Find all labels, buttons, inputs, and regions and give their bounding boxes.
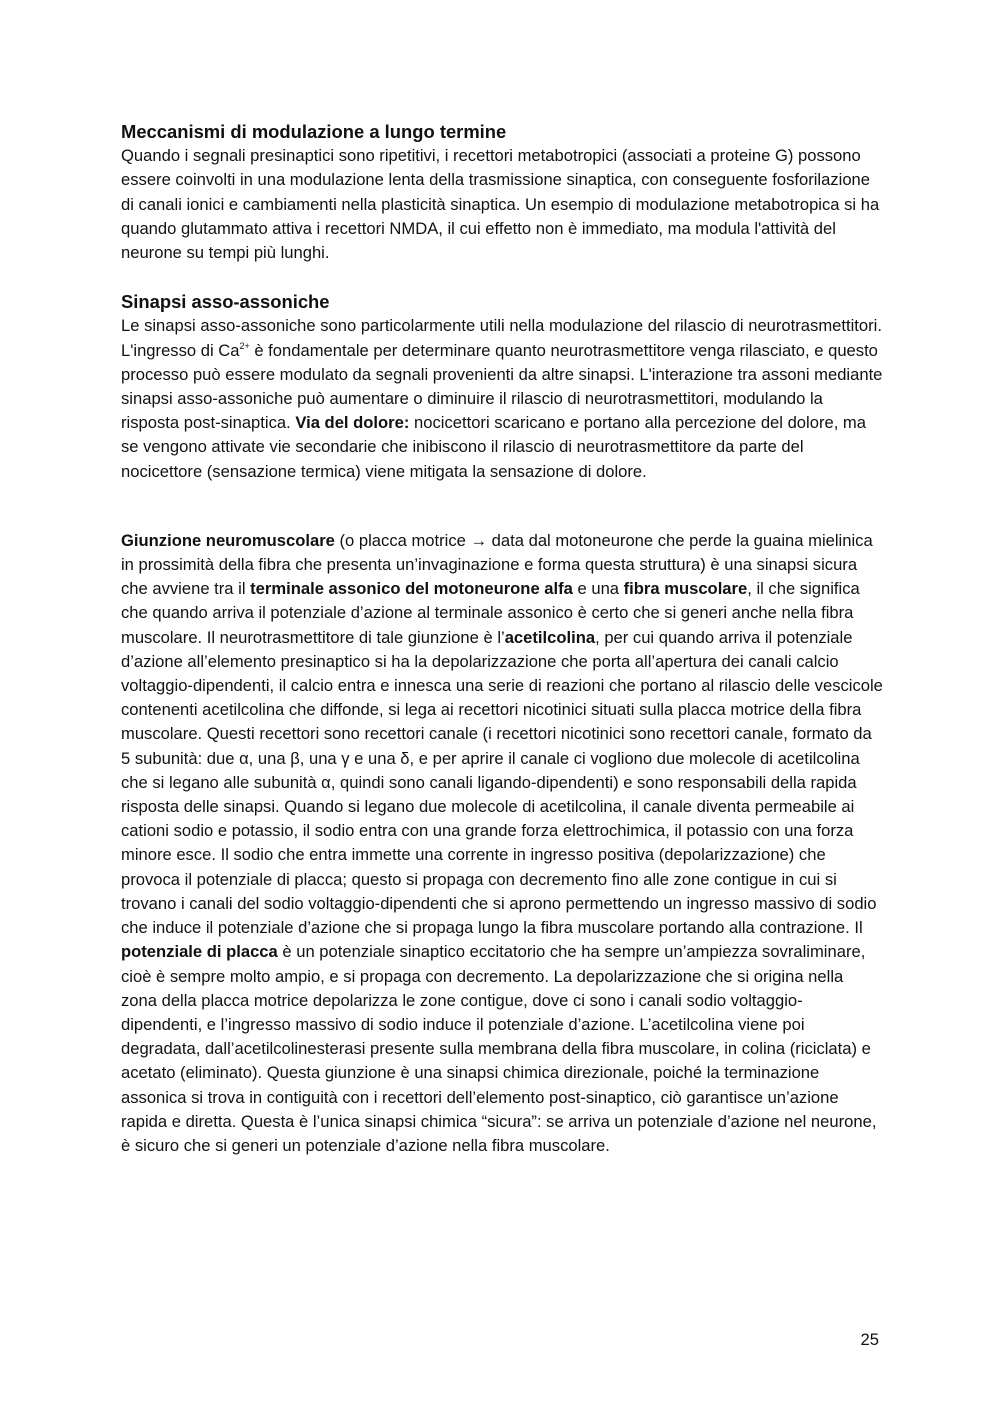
body-text: è un potenziale sinaptico eccitatorio che ha sempre un’ampiezza sovraliminare, cioè è sempre molto ampio, e si propaga con decremento. La depolarizzazione che si origina nella zona della placca motrice depolarizza le zone contigue, dove ci sono i canali sodio voltaggio-dipendenti, e l’ingresso massivo di sodio induce il potenziale d’azione. L’acetilcolina viene poi degradata, dall’acetilcolinesterasi presente sulla membrana della fibra muscolare, in colina (riciclata) e acetato (eliminato). Questa giunzione è una sinapsi chimica direzionale, poiché la terminazione assonica si trova in contiguità con i recettori dell’elemento post-sinaptico, ciò garantisce un’azione rapida e diretta. Questa è l’unica sinapsi chimica “sicura”: se arriva un potenziale d’azione nel neurone, è sicuro che si generi un potenziale d’azione nella fibra muscolare. [121, 942, 877, 1155]
pain-pathway-label: Via del dolore: [295, 413, 410, 433]
section-body [121, 529, 883, 1158]
section-title: Sinapsi asso-assoniche [121, 291, 330, 313]
document-page [121, 120, 883, 1158]
body-text: è fondamentale per determinare quanto neurotrasmettitore venga rilasciato, e questo processo può essere modulato da segnali provenienti da altre sinapsi. L'interazione tra assoni mediante sinapsi asso-assoniche può aumentare o diminuire il rilascio di neurotrasmettitori, modulando la risposta post-sinaptica. [121, 340, 883, 433]
section-body: Quando i segnali presinaptici sono ripetitivi, i recettori metabotropici (associati a proteine G) possono essere coinvolti in una modulazione lenta della trasmissione sinaptica, con conseguente fosforilazione di canali ionici e cambiamenti nella plasticità sinaptica. Un esempio di modulazione metabotropica si ha quando glutammato attiva i recettori NMDA, il cui effetto non è immediato, ma modula l'attività del neurone su tempi più lunghi. [121, 146, 880, 263]
bold-term: acetilcolina [504, 627, 596, 647]
body-text: , per cui quando arriva il potenziale d’azione all’elemento presinaptico si ha la depolarizzazione che porta all’apertura dei canali calcio voltaggio-dipendenti, il calcio entra e innesca una serie di reazioni che portano al rilascio delle vescicole contenenti acetilcolina che diffonde, si lega ai recettori nicotinici situati sulla placca motrice della fibra muscolare. Questi recettori sono recettori canale (i recettori nicotinici sono recettori canale, formato da 5 subunità: due α, una β, una γ e una δ, e per aprire il canale ci vogliono due molecole di acetilcolina che si legano alle subunità α, quindi sono canali ligando-dipendenti) e sono responsabili della rapida risposta delle sinapsi. Quando si legano due molecole di acetilcolina, il canale diventa permeabile ai cationi sodio e potassio, il sodio entra con una grande forza elettrochimica, il potassio con una forza minore esce. Il sodio che entra immette una corrente in ingresso positiva (depolarizzazione) che provoca il potenziale di placca; questo si propaga con decremento fino alle zone contigue in cui si trovano i canali del sodio voltaggio-dipendenti che si aprono permettendo un ingresso massivo di sodio che induce il potenziale d’azione che si propaga lungo la fibra muscolare portando alla contrazione. Il [121, 627, 883, 938]
body-text: (o placca motrice → data dal motoneurone che perde la guaina mielinica in prossimità della fibra che presenta un’invaginazione e forma questa struttura) è una sinapsi sicura che avviene tra il [121, 530, 873, 599]
bold-term: Giunzione neuromuscolare [121, 530, 335, 550]
section-title: Meccanismi di modulazione a lungo termine [121, 121, 507, 142]
section-long-term-modulation [121, 120, 883, 265]
bold-term: terminale assonico del motoneurone alfa [250, 579, 573, 599]
body-text: Le sinapsi asso-assoniche sono particolarmente utili nella modulazione del rilascio di neurotrasmettitori. L'ingresso di Ca [121, 316, 882, 360]
body-text: , il che significa che quando arriva il potenziale d’azione al terminale assonico è certo che si generi anche nella fibra muscolare. Il neurotrasmettitore di tale giunzione è l’ [121, 579, 860, 647]
bold-term: fibra muscolare [623, 579, 748, 599]
superscript-charge: 2+ [239, 340, 250, 351]
page-number: 25 [860, 1330, 879, 1349]
body-text: e una [572, 579, 624, 599]
pain-pathway-text: nocicettori scaricano e portano alla percezione del dolore, ma se vengono attivate vie secondarie che inibiscono il rilascio di neurotrasmettitore da parte del nocicettore (sensazione termica) viene mitigata la sensazione di dolore. [121, 413, 866, 481]
bold-term: potenziale di placca [121, 942, 278, 962]
section-axo-axonic-synapses [121, 290, 883, 484]
section-neuromuscular-junction [121, 529, 883, 1158]
section-body [121, 314, 883, 483]
